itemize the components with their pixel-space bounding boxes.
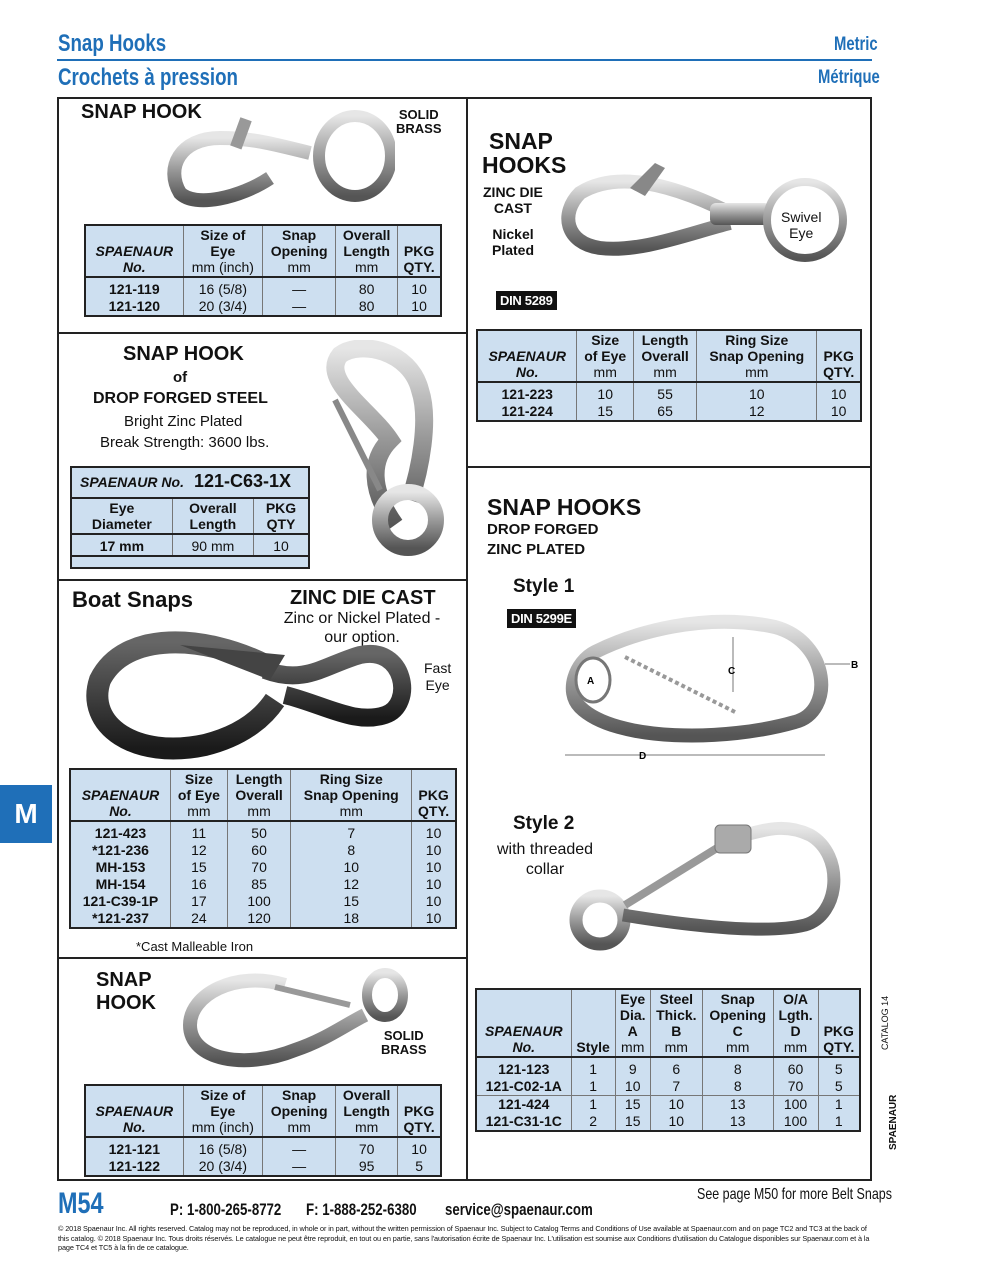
column-header-line: Size of <box>200 227 246 243</box>
table-cell: 10 <box>650 1096 702 1114</box>
column-header-line: Length <box>343 1103 390 1119</box>
table-cell: 5 <box>818 1057 860 1078</box>
material-line: SOLID <box>398 107 439 122</box>
column-header <box>398 225 441 277</box>
material-line: BRASS <box>381 1042 427 1057</box>
column-header <box>476 989 571 1057</box>
style-2-hook-image <box>565 815 845 965</box>
finish-line: our option. <box>324 629 400 646</box>
column-header <box>170 769 227 821</box>
table-cell: — <box>263 298 336 316</box>
column-header-line: mm <box>745 364 769 380</box>
table-cell: 10 <box>697 382 817 403</box>
section-tab[interactable]: M <box>0 785 52 843</box>
table-cell: 121-C39-1P <box>82 893 159 909</box>
table-header-row <box>476 989 860 1057</box>
column-header <box>615 989 650 1057</box>
table-cell: 121-122 <box>108 1158 161 1174</box>
column-header-line: Snap <box>720 991 755 1007</box>
finish-line: Plated <box>492 242 535 258</box>
table-cell: 10 <box>412 876 456 893</box>
table-cell: 121-121 <box>85 1137 183 1158</box>
table-cell: 10 <box>615 1078 650 1096</box>
table-row <box>70 859 456 876</box>
table-cell: 15 <box>170 859 227 876</box>
table-row <box>85 277 441 298</box>
table-row <box>70 842 456 859</box>
column-header-line: Eye <box>210 1103 236 1119</box>
table-cell: — <box>263 1158 336 1176</box>
table-row <box>476 1096 860 1114</box>
column-header-line: Lgth. <box>778 1007 813 1023</box>
table-row <box>71 534 309 556</box>
column-header-line: Length <box>641 332 689 348</box>
column-header-line: SPAENAUR <box>488 348 566 364</box>
column-header-line: SPAENAUR <box>81 787 160 803</box>
column-header-line: mm <box>653 364 677 380</box>
spec-table <box>70 497 310 557</box>
page-number: M54 <box>58 1187 104 1220</box>
table-cell: 65 <box>634 403 697 421</box>
catalog-label: CATALOG 14 <box>880 995 890 1050</box>
column-header-line: mm <box>783 1039 808 1055</box>
table-cell: 10 <box>412 893 456 910</box>
table-cell: 15 <box>577 403 634 421</box>
table-cell: 10 <box>412 859 456 876</box>
column-header-line: mm (inch) <box>191 259 254 275</box>
column-header <box>773 989 818 1057</box>
column-header-line: Overall <box>189 500 237 516</box>
table-header-row <box>85 1085 441 1137</box>
table-cell: 13 <box>702 1113 773 1131</box>
column-header <box>85 1085 183 1137</box>
finish-line: Nickel <box>492 226 534 242</box>
column-header-line: Size of <box>200 1087 246 1103</box>
table-cell: 10 <box>291 859 412 876</box>
column-header-line: Ring Size <box>725 332 789 348</box>
page-subtitle-fr: Crochets à pression <box>58 64 238 91</box>
table-cell: 2 <box>571 1113 615 1131</box>
column-header-line: Overall <box>342 1087 391 1103</box>
table-row <box>70 910 456 928</box>
style-1-label: Style 1 <box>513 576 575 597</box>
table-cell: 70 <box>227 859 290 876</box>
style-2-label: Style 2 <box>513 813 575 834</box>
spec-table <box>84 1084 442 1177</box>
column-header-line: mm <box>593 364 617 380</box>
table-cell: 120 <box>227 910 290 928</box>
table-cell: 10 <box>398 298 441 316</box>
table-cell: 50 <box>227 821 290 842</box>
column-header-line: mm <box>664 1039 688 1055</box>
legal-text: © 2018 Spaenaur Inc. All rights reserved. Catalog may not be reproduced, in whole or in part, without the written permission of Spaenaur Inc. Subject to Catalog Terms and Conditions of Use available at Spaenaur.com and on page TC2 and TC3 at the back of this catalog. © 2018 Spaenaur Inc. Tous droits réservés. Le catalogue ne peut être reproduit, en tout ou en partie, sans l'autorisation écrite de Spaenaur Inc. L'utilisation est soumise aux Conditions d'utilisation du Catalogue disponibles sur Spaenaur.com et à la page TC4 et TC5 à la fin de ce catalogue. <box>58 1224 870 1252</box>
boat-snap-image <box>85 625 420 765</box>
column-header-line: Overall <box>235 787 283 803</box>
table-cell: 121-223 <box>477 382 577 403</box>
table-cell: — <box>263 1137 336 1158</box>
material-line: CAST <box>493 200 532 216</box>
column-header <box>71 498 172 534</box>
table-cell: 5 <box>818 1078 860 1096</box>
dim-a-label: A <box>587 676 595 687</box>
column-header-line: Eye <box>210 243 236 259</box>
column-header <box>336 1085 398 1137</box>
table-cell: 20 (3/4) <box>183 1158 262 1176</box>
panel-title: SNAP HOOK <box>81 101 202 123</box>
table-cell: 8 <box>702 1057 773 1078</box>
strength-text: Break Strength: 3600 lbs. <box>100 434 270 451</box>
forged-hook-image <box>300 340 460 565</box>
eye-label: Swivel <box>781 209 822 225</box>
column-header-line: QTY. <box>823 1039 855 1055</box>
din-badge: DIN 5289 <box>496 291 557 310</box>
column-header-line: C <box>732 1023 743 1039</box>
table-cell: 60 <box>227 842 290 859</box>
column-header-line: O/A <box>783 991 808 1007</box>
table-cell: 1 <box>571 1078 615 1096</box>
column-header <box>650 989 702 1057</box>
divider <box>57 957 467 959</box>
table-cell: 20 (3/4) <box>183 298 262 316</box>
table-header-row <box>477 330 861 382</box>
panel-title: HOOK <box>96 992 156 1014</box>
table-cell: 11 <box>170 821 227 842</box>
column-header-line: Opening <box>709 1007 767 1023</box>
column-header <box>183 225 262 277</box>
table-cell: 100 <box>227 893 290 910</box>
table-cell: 80 <box>336 298 398 316</box>
table-cell: 85 <box>227 876 290 893</box>
column-header <box>263 1085 336 1137</box>
column-header-line: SPAENAUR <box>485 1023 563 1039</box>
metric-label-fr: Métrique <box>818 67 880 88</box>
column-header-line: Size <box>591 332 620 348</box>
panel-subtitle: DROP FORGED <box>487 521 599 538</box>
table-cell: 1 <box>818 1096 860 1114</box>
table-cell: 95 <box>336 1158 398 1176</box>
column-header-line: mm <box>354 259 379 275</box>
column-header-line: Snap <box>282 1087 317 1103</box>
column-header-line: Snap Opening <box>709 348 805 364</box>
table-cell: 80 <box>336 277 398 298</box>
see-page-note: See page M50 for more Belt Snaps <box>697 1186 892 1203</box>
table-cell: 10 <box>412 842 456 859</box>
material-line: SOLID <box>383 1028 424 1043</box>
eye-label: Fast <box>424 660 452 676</box>
column-header-line: Snap Opening <box>303 787 399 803</box>
table-row <box>85 298 441 316</box>
column-header <box>263 225 336 277</box>
table-row <box>70 876 456 893</box>
table-cell: 8 <box>291 842 412 859</box>
column-header-line: Eye <box>109 500 135 516</box>
panel-title: SNAP HOOKS <box>487 494 642 520</box>
column-header <box>398 1085 441 1137</box>
panel-title: SNAP <box>489 128 553 154</box>
column-header-line: QTY. <box>403 259 435 275</box>
column-header-line: QTY. <box>823 364 855 380</box>
column-header-line: SPAENAUR <box>95 243 174 259</box>
table-row <box>85 1137 441 1158</box>
column-header-line: No. <box>109 803 132 819</box>
column-header-line: mm <box>187 803 211 819</box>
column-header-line: Length <box>343 243 390 259</box>
column-divider <box>466 97 468 1181</box>
column-header-line: Diameter <box>91 516 152 532</box>
column-header-line: mm <box>621 1039 645 1055</box>
column-header-line: PKG <box>403 1103 435 1119</box>
style-2-desc: collar <box>525 861 565 878</box>
finish-text: ZINC PLATED <box>487 541 586 558</box>
table-cell: 121-224 <box>501 403 553 419</box>
column-header-line: Ring Size <box>319 771 383 787</box>
column-header <box>183 1085 262 1137</box>
eye-label: Eye <box>789 225 814 241</box>
column-header-line: Thick. <box>656 1007 697 1023</box>
table-cell: 9 <box>615 1057 650 1078</box>
table-cell: 15 <box>615 1096 650 1114</box>
column-header-line: No. <box>512 1039 536 1055</box>
table-cell: 15 <box>291 893 412 910</box>
brand-vertical: SPAENAUR <box>888 1094 899 1150</box>
part-number: 121-C63-1X <box>194 471 292 491</box>
table-header-row <box>70 769 456 821</box>
column-header-line: PKG <box>823 348 854 364</box>
column-header <box>477 330 577 382</box>
column-header-line: mm (inch) <box>191 1119 254 1135</box>
eye-label: Eye <box>425 677 450 693</box>
table-cell: 1 <box>571 1096 615 1114</box>
column-header-line: mm <box>339 803 363 819</box>
table-cell: 121-119 <box>85 277 183 298</box>
table-row <box>85 1158 441 1176</box>
column-header-line: Dia. <box>619 1007 646 1023</box>
table-cell: — <box>263 277 336 298</box>
table-cell: 10 <box>398 277 441 298</box>
style-1-hook-diagram <box>555 612 865 772</box>
column-header <box>571 989 615 1057</box>
spec-table <box>475 988 861 1132</box>
table-cell: 10 <box>254 534 310 556</box>
dim-c-label: C <box>728 666 736 677</box>
table-cell: 10 <box>412 910 456 928</box>
table-row <box>476 1078 860 1096</box>
table-cell: 17 mm <box>71 534 172 556</box>
column-header-line: Style <box>576 1039 610 1055</box>
column-header-line: mm <box>287 259 311 275</box>
table-cell: 13 <box>702 1096 773 1114</box>
table-cell: 7 <box>291 821 412 842</box>
panel-title: HOOKS <box>482 152 567 178</box>
table-cell: 10 <box>398 1137 441 1158</box>
table-cell: MH-154 <box>95 876 146 892</box>
spec-table <box>69 768 457 929</box>
divider <box>57 332 467 334</box>
table-cell: 7 <box>650 1078 702 1096</box>
column-header-line: Overall <box>641 348 689 364</box>
column-header-line: Overall <box>342 227 391 243</box>
table-cell: 5 <box>398 1158 441 1176</box>
table-cell: 55 <box>634 382 697 403</box>
dim-b-label: B <box>851 660 859 671</box>
metric-label: Metric <box>834 34 878 55</box>
table-cell: 10 <box>650 1113 702 1131</box>
column-header-line: A <box>627 1023 638 1039</box>
column-header <box>70 769 170 821</box>
column-header-line: of Eye <box>584 348 627 364</box>
table-cell: 10 <box>817 382 861 403</box>
table-cell: *121-237 <box>92 910 149 926</box>
column-header-line: Steel <box>659 991 694 1007</box>
column-header <box>291 769 412 821</box>
table-cell: 121-424 <box>476 1096 571 1114</box>
column-header-line: Opening <box>270 243 328 259</box>
header-rule <box>57 59 872 61</box>
column-header <box>818 989 860 1057</box>
table-cell: 100 <box>773 1113 818 1131</box>
column-header-line: mm <box>726 1039 750 1055</box>
table-row <box>70 821 456 842</box>
column-header <box>336 225 398 277</box>
table-cell: 16 <box>170 876 227 893</box>
material-line: BRASS <box>396 121 442 136</box>
column-header-line: of Eye <box>177 787 220 803</box>
table-cell: 70 <box>773 1078 818 1096</box>
table-cell: 16 (5/8) <box>183 1137 262 1158</box>
table-cell: 24 <box>170 910 227 928</box>
column-header-line: B <box>671 1023 682 1039</box>
column-header <box>697 330 817 382</box>
column-header-line: QTY <box>266 516 296 532</box>
din-badge: DIN 5299E <box>507 609 576 628</box>
column-header-line: PKG <box>403 243 435 259</box>
table-cell: 121-C02-1A <box>485 1078 562 1094</box>
part-label: SPAENAUR No. <box>80 474 184 490</box>
column-header <box>227 769 290 821</box>
table-cell: 121-C31-1C <box>485 1113 562 1129</box>
page-title: Snap Hooks <box>58 30 167 57</box>
column-header-line: Length <box>189 516 237 532</box>
material-text: ZINC DIE CAST <box>290 587 436 609</box>
table-row <box>476 1113 860 1131</box>
table-row <box>476 1057 860 1078</box>
table-cell: 70 <box>336 1137 398 1158</box>
column-header-line: PKG <box>265 500 297 516</box>
column-header-line: QTY. <box>403 1119 435 1135</box>
table-cell: 12 <box>697 403 817 421</box>
table-cell: 10 <box>412 821 456 842</box>
divider <box>466 466 872 468</box>
table-cell: 10 <box>577 382 634 403</box>
table-cell: 60 <box>773 1057 818 1078</box>
column-header <box>412 769 456 821</box>
column-header-line: No. <box>123 1119 146 1135</box>
column-header-line: QTY. <box>418 803 450 819</box>
table-cell: 10 <box>817 403 861 421</box>
table-cell: MH-153 <box>95 859 146 875</box>
panel-title: Boat Snaps <box>72 587 194 612</box>
table-cell: 15 <box>615 1113 650 1131</box>
of-label: of <box>173 369 188 386</box>
table-cell: 100 <box>773 1096 818 1114</box>
column-header <box>634 330 697 382</box>
spec-table <box>476 329 862 422</box>
finish-line: Zinc or Nickel Plated - <box>283 610 441 627</box>
table-cell: 1 <box>818 1113 860 1131</box>
table-cell: 121-123 <box>476 1057 571 1078</box>
table-cell: 121-423 <box>70 821 170 842</box>
column-header-line: PKG <box>418 787 449 803</box>
table-cell: 16 (5/8) <box>183 277 262 298</box>
dim-d-label: D <box>639 751 647 762</box>
table-cell: 8 <box>702 1078 773 1096</box>
table-header-row <box>71 498 309 534</box>
brass-snap-hook-image <box>175 965 420 1075</box>
column-header <box>85 225 183 277</box>
column-header-line: mm <box>287 1119 311 1135</box>
column-header <box>817 330 861 382</box>
panel-title: SNAP <box>96 969 152 991</box>
style-2-desc: with threaded <box>497 841 594 858</box>
column-header-line: D <box>790 1023 801 1039</box>
column-header-line: Opening <box>270 1103 328 1119</box>
column-header-line: Snap <box>282 227 317 243</box>
finish-text: Bright Zinc Plated <box>124 413 243 430</box>
column-header-line: mm <box>247 803 271 819</box>
table-row <box>477 403 861 421</box>
phone-number[interactable]: P: 1-800-265-8772 <box>170 1200 282 1219</box>
column-header <box>172 498 253 534</box>
divider <box>57 579 467 581</box>
table-row <box>477 382 861 403</box>
table-cell: 121-120 <box>108 298 161 314</box>
panel-subtitle: DROP FORGED STEEL <box>93 390 268 407</box>
table-cell: 17 <box>170 893 227 910</box>
column-header <box>577 330 634 382</box>
email-link[interactable]: service@spaenaur.com <box>445 1200 593 1219</box>
column-header-line: PKG <box>823 1023 854 1039</box>
spec-table <box>84 224 442 317</box>
table-cell: 12 <box>170 842 227 859</box>
column-header-line: No. <box>515 364 539 380</box>
brass-snap-hook-image <box>160 108 395 213</box>
table-cell: 12 <box>291 876 412 893</box>
column-header <box>702 989 773 1057</box>
panel-title: SNAP HOOK <box>123 343 244 365</box>
fax-number: F: 1-888-252-6380 <box>306 1200 417 1219</box>
column-header <box>254 498 310 534</box>
table-cell: 90 mm <box>172 534 253 556</box>
table-header-row <box>85 225 441 277</box>
table-cell: 6 <box>650 1057 702 1078</box>
footnote: *Cast Malleable Iron <box>136 939 254 954</box>
table-cell: 1 <box>571 1057 615 1078</box>
column-header-line: Size <box>184 771 213 787</box>
table-cell: *121-236 <box>92 842 149 858</box>
column-header-line: Length <box>235 771 283 787</box>
column-header-line: SPAENAUR <box>95 1103 174 1119</box>
column-header-line: mm <box>354 1119 379 1135</box>
table-cell: 18 <box>291 910 412 928</box>
column-header-line: No. <box>123 259 146 275</box>
column-header-line: Eye <box>620 991 646 1007</box>
material-line: ZINC DIE <box>483 184 543 200</box>
table-row <box>70 893 456 910</box>
